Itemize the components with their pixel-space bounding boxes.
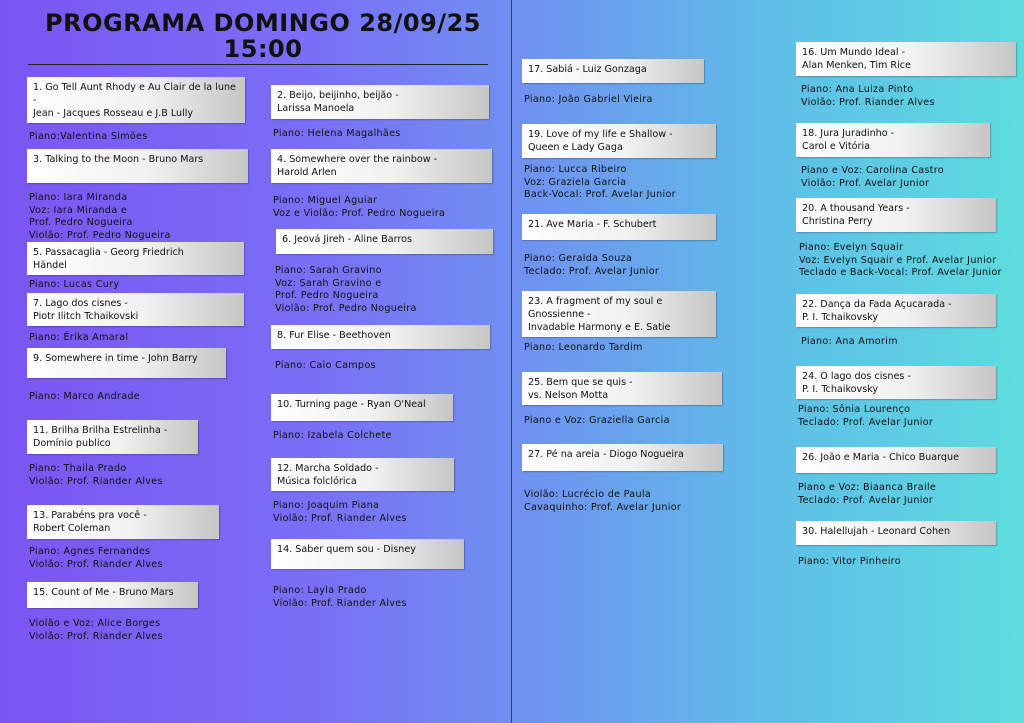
- program-item-title: 26. João e Maria - Chico Buarque: [796, 447, 996, 473]
- program-item-performers: Piano: Miguel Aguiar Voz e Violão: Prof. Pedro Nogueira: [273, 195, 446, 219]
- program-item-performers: Piano: João Gabriel Vieira: [524, 94, 653, 105]
- program-item-title: 12. Marcha Soldado - Música folclórica: [271, 458, 454, 491]
- page-fold-line: [511, 0, 512, 723]
- program-item-title: 3. Talking to the Moon - Bruno Mars: [27, 149, 248, 183]
- program-item-performers: Piano: Ana Luiza Pinto Violão: Prof. Riander Alves: [801, 84, 935, 108]
- program-item-performers: Piano: Layla Prado Violão: Prof. Riander Alves: [273, 585, 407, 609]
- program-item-performers: Piano e Voz: Graziella Garcia: [524, 415, 670, 426]
- program-item-title: 10. Turning page - Ryan O'Neal: [271, 394, 453, 421]
- program-item-performers: Piano: Vitor Pinheiro: [798, 556, 901, 567]
- program-item-performers: Piano: Lucas Cury: [29, 279, 120, 290]
- program-item-title: 18. Jura Juradinho - Carol e Vitória: [796, 123, 990, 157]
- program-item-performers: Piano: Marco Andrade: [29, 391, 140, 402]
- program-item-performers: Piano: Ana Amorim: [801, 336, 898, 347]
- program-item-performers: Piano: Agnes Fernandes Violão: Prof. Riander Alves: [29, 546, 163, 570]
- program-item-performers: Piano e Voz: Carolina Castro Violão: Prof. Avelar Junior: [801, 165, 944, 189]
- program-item-title: 6. Jeová Jireh - Aline Barros: [276, 229, 493, 254]
- program-item-title: 19. Love of my life e Shallow - Queen e Lady Gaga: [522, 124, 716, 158]
- program-item-title: 9. Somewhere in time - John Barry: [27, 348, 226, 378]
- program-item-title: 13. Parabéns pra você - Robert Coleman: [27, 505, 219, 539]
- program-item-title: 27. Pé na areia - Diogo Nogueira: [522, 444, 723, 471]
- program-item-title: 15. Count of Me - Bruno Mars: [27, 582, 198, 608]
- program-item-performers: Violão: Lucrécio de Paula Cavaquinho: Prof. Avelar Junior: [524, 489, 682, 513]
- program-item-performers: Piano: Helena Magalhães: [273, 128, 401, 139]
- program-item-performers: Piano:Valentina Simões: [29, 131, 148, 142]
- program-item-performers: Piano: Caio Campos: [275, 360, 376, 371]
- program-item-performers: Piano: Leonardo Tardim: [524, 342, 643, 353]
- program-item-performers: Piano: Sarah Gravino Voz: Sarah Gravino e Prof. Pedro Nogueira Violão: Prof. Pedro Nogueira: [275, 265, 417, 314]
- program-item-title: 8. Fur Elise - Beethoven: [271, 325, 490, 349]
- program-item-title: 5. Passacaglia - Georg Friedrich Händel: [27, 242, 244, 275]
- program-item-title: 21. Ave Maria - F. Schubert: [522, 214, 716, 240]
- program-item-title: 16. Um Mundo Ideal - Alan Menken, Tim Rice: [796, 42, 1016, 76]
- program-item-title: 11. Brilha Brilha Estrelinha - Domínio publico: [27, 420, 198, 454]
- program-item-title: 23. A fragment of my soul e Gnossienne - Invadable Harmony e E. Satie: [522, 291, 716, 337]
- program-item-title: 4. Somewhere over the rainbow - Harold Arlen: [271, 149, 492, 183]
- program-item-title: 7. Lago dos cisnes - Piotr Ilitch Tchaikovski: [27, 293, 244, 326]
- program-item-performers: Piano: Joaquim Piana Violão: Prof. Riander Alves: [273, 500, 407, 524]
- program-item-performers: Piano: Evelyn Squair Voz: Evelyn Squair e Prof. Avelar Junior Teclado e Back-Vocal: Prof. Avelar Junior: [799, 242, 1002, 278]
- program-item-performers: Piano: Lucca Ribeiro Voz: Graziela Garcia Back-Vocal: Prof. Avelar Junior: [524, 164, 676, 200]
- program-title: PROGRAMA DOMINGO 28/09/25 15:00: [45, 9, 481, 63]
- program-item-performers: Piano: Izabela Colchete: [273, 430, 392, 441]
- program-item-title: 2. Beijo, beijinho, beijão - Larissa Manoela: [271, 85, 489, 119]
- program-item-title: 25. Bem que se quis - vs. Nelson Motta: [522, 372, 722, 405]
- program-item-title: 24. O lago dos cisnes - P. I. Tchaikovsky: [796, 366, 996, 399]
- program-item-title: 17. Sabiá - Luiz Gonzaga: [522, 59, 704, 83]
- program-item-performers: Piano: Thaila Prado Violão: Prof. Riander Alves: [29, 463, 163, 487]
- program-item-title: 14. Saber quem sou - Disney: [271, 539, 464, 569]
- program-item-title: 22. Dança da Fada Açucarada - P. I. Tchaikovsky: [796, 294, 996, 327]
- program-item-title: 1. Go Tell Aunt Rhody e Au Clair de la lune - Jean - Jacques Rosseau e J.B Lully: [27, 77, 245, 123]
- program-item-performers: Violão e Voz: Alice Borges Violão: Prof. Riander Alves: [29, 618, 163, 642]
- program-item-performers: Piano: Érika Amaral: [29, 332, 129, 343]
- program-item-performers: Piano e Voz: Biaanca Braile Teclado: Prof. Avelar Junior: [798, 482, 937, 506]
- program-item-performers: Piano: Iara Miranda Voz: Iara Miranda e Prof. Pedro Nogueira Violão: Prof. Pedro Nogueira: [29, 192, 171, 241]
- program-item-performers: Piano: Geralda Souza Teclado: Prof. Avelar Junior: [524, 253, 660, 277]
- program-item-title: 30. Halellujah - Leonard Cohen: [796, 521, 996, 545]
- program-item-title: 20. A thousand Years - Christina Perry: [796, 198, 996, 232]
- title-divider: [28, 64, 488, 65]
- program-item-performers: Piano: Sônia Lourenço Teclado: Prof. Avelar Junior: [798, 404, 934, 428]
